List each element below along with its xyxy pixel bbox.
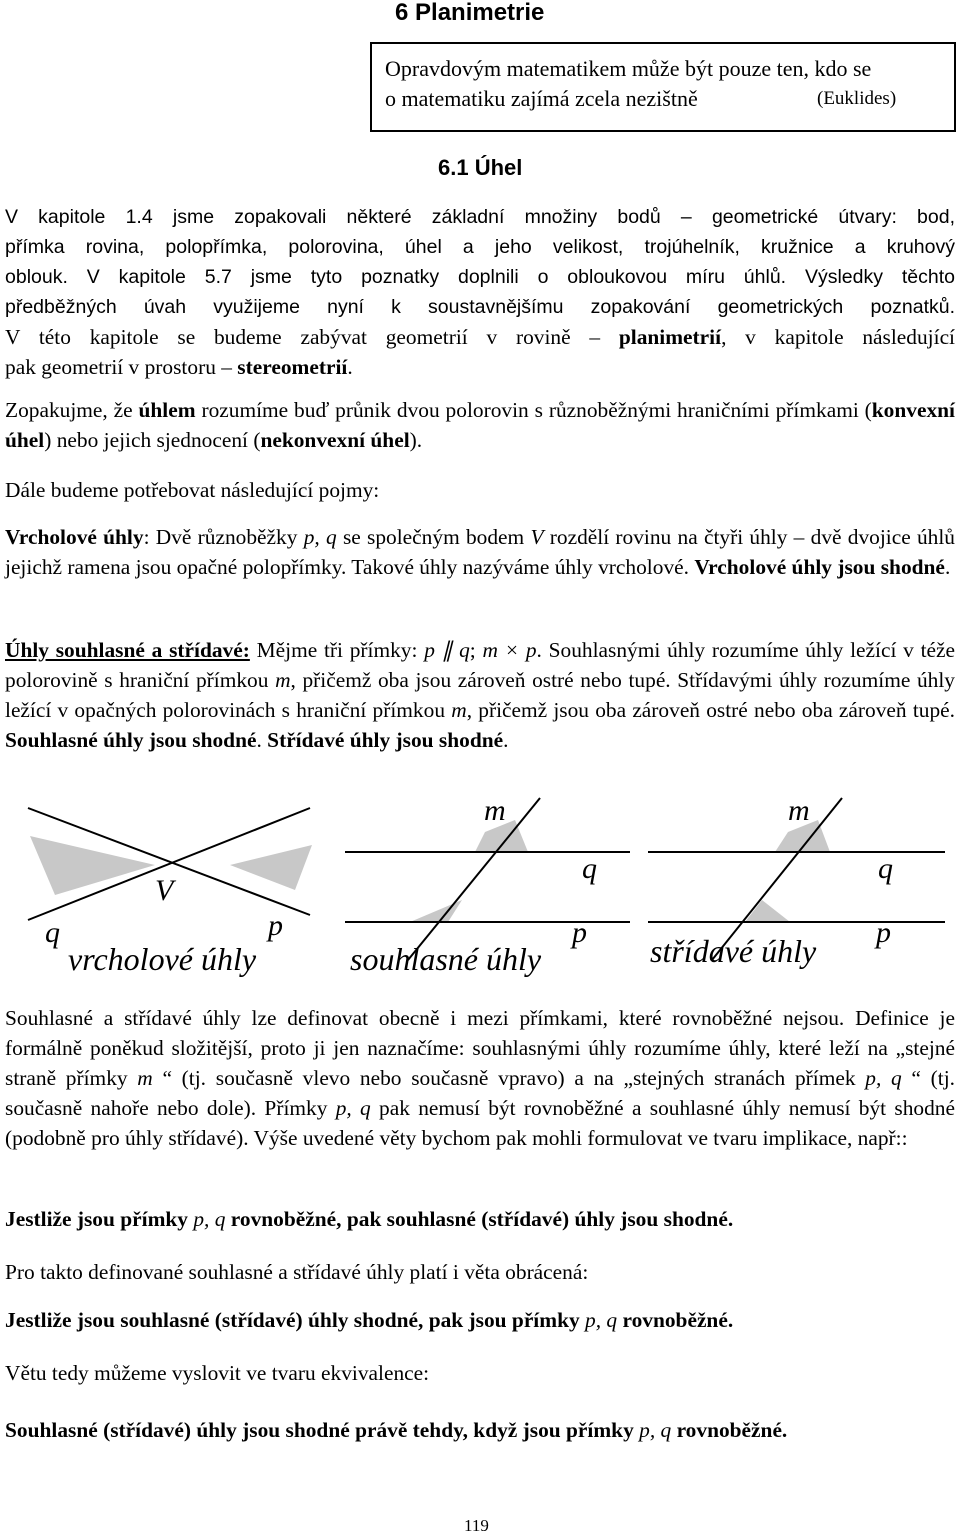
section-title: 6.1 Úhel [438, 155, 523, 180]
shaded-angle-right [230, 845, 312, 890]
corresponding-angles-paragraph [5, 635, 955, 755]
text: Souhlasné a střídavé úhly lze definovat obecně i mezi přímkami, které rovnoběžné nejsou. Definice je formálně poněkud složitější, proto ji jen naznačíme: souhlasnými úhly rozumíme úhly, které leží na „stejné straně přímky [5, 1006, 955, 1090]
angle-definition [5, 395, 955, 455]
text: . [256, 728, 268, 752]
text: Mějme tři přímky: [249, 638, 425, 662]
caption-corresponding: souhlasné úhly [350, 941, 542, 977]
text: . [347, 355, 353, 379]
text: “ (tj. současně vlevo nebo současně vpravo) a na „stejných stranách přímek [152, 1066, 866, 1090]
math-pq: p, q [193, 1207, 226, 1231]
intro-line: V kapitole 1.4 jsme zopakovali některé základní množiny bodů – geometrické útvary: bod, [5, 206, 955, 228]
term-stereometrie: stereometrií [237, 355, 348, 379]
figure-vertical-angles [28, 808, 312, 977]
intro-line [5, 322, 955, 352]
text: rovnoběžné, pak souhlasné (střídavé) úhly jsou shodné. [225, 1207, 734, 1231]
term-planimetrie: planimetrií [618, 325, 722, 349]
label-p: p [572, 916, 587, 949]
statement-implication [5, 1204, 733, 1234]
chapter-title: 6 Planimetrie [395, 0, 545, 26]
term-souhlasne-stridave: Úhly souhlasné a střídavé: [5, 638, 250, 662]
text: . [944, 555, 951, 579]
text: Jestliže jsou souhlasné (střídavé) úhly shodné, pak jsou přímky [5, 1308, 586, 1332]
figure-alternate-angles [648, 794, 945, 969]
caption-alternate: střídavé úhly [650, 933, 817, 969]
text: rovnoběžné. [671, 1418, 788, 1442]
math-p-parallel-q: p ∥ q [424, 638, 470, 662]
quote-author: (Euklides) [817, 88, 897, 109]
text: rovnoběžné. [617, 1308, 734, 1332]
math-pq: p, q [639, 1418, 672, 1442]
theorem-stridave: Střídavé úhly jsou shodné [267, 728, 504, 752]
quote-text: o matematiku zajímá zcela nezištně [385, 86, 698, 111]
label-p: p [268, 909, 283, 942]
intro-line: předběžných úvah využijeme nyní k soustavnějšímu zopakování geometrických poznatků. [5, 296, 955, 318]
math-V: V [530, 525, 544, 549]
text: . Souhlasnými úhly rozumíme úhly ležící v téže polorovině s hraniční přímkou [5, 638, 955, 692]
theorem-souhlasne: Souhlasné úhly jsou shodné [5, 728, 257, 752]
text: pak nemusí být rovnoběžné a souhlasné úhly nemusí být shodné (podobně pro úhly střídavé). Výše uvedené věty bychom pak mohli formulovat ve tvaru implikace, např:: [5, 1096, 955, 1150]
intro-line: oblouk. V kapitole 5.7 jsme tyto poznatky doplnili o obloukovou míru úhlů. Výsledky těchto [5, 266, 955, 288]
text: ). [409, 428, 423, 452]
math-pq: p, q [865, 1066, 902, 1090]
term-nekonvexni: nekonvexní úhel [260, 428, 410, 452]
intro-paragraph [5, 202, 955, 382]
text: , v kapitole následující [721, 325, 956, 349]
page-number: 119 [464, 1516, 489, 1535]
text: se společným bodem [336, 525, 531, 549]
math-m-cross-p: m × p [482, 638, 537, 662]
math-pq: p, q [303, 525, 337, 549]
theorem-vrcholove: Vrcholové úhly jsou shodné [694, 555, 945, 579]
figure-corresponding-angles [345, 794, 630, 977]
term-vrcholove: Vrcholové úhly [5, 525, 144, 549]
text: ; [469, 638, 483, 662]
label-q: q [45, 916, 60, 949]
text: pak geometrií v prostoru – [5, 355, 238, 379]
angles-figures [0, 790, 960, 990]
math-m: m [451, 698, 467, 722]
statement-converse [5, 1305, 733, 1335]
math-m: m [275, 668, 291, 692]
statement-equivalence [5, 1415, 787, 1445]
text: “ (tj. současně nahoře nebo dole). Přímky [5, 1066, 955, 1120]
shaded-angle-left [30, 836, 155, 895]
equivalence-intro: Větu tedy můžeme vyslovit ve tvaru ekvivalence: [5, 1361, 430, 1385]
general-definition-paragraph [5, 1003, 955, 1153]
text: , přičemž jsou oba zároveň ostré nebo oba zároveň tupé. [466, 698, 955, 722]
caption-vertical: vrcholové úhly [68, 941, 257, 977]
text: V této kapitole se budeme zabývat geometrií v rovině – [5, 325, 619, 349]
label-q: q [878, 852, 893, 885]
vertical-angles-paragraph [5, 522, 955, 582]
text: , přičemž oba jsou zároveň ostré nebo tupé. Střídavými úhly rozumíme úhly ležící v opačných polorovinách s hraniční přímkou [5, 668, 955, 722]
converse-intro: Pro takto definované souhlasné a střídavé úhly platí i věta obrácená: [5, 1260, 589, 1284]
math-pq: p, q [335, 1096, 371, 1120]
label-q: q [582, 852, 597, 885]
terms-intro: Dále budeme potřebovat následující pojmy: [5, 478, 380, 502]
math-m: m [137, 1066, 153, 1090]
text: ) nebo jejich sjednocení ( [44, 428, 261, 452]
text: . [503, 728, 509, 752]
text: Souhlasné (střídavé) úhly jsou shodné právě tehdy, když jsou přímky [5, 1418, 640, 1442]
label-m: m [484, 794, 506, 827]
intro-line [5, 352, 955, 382]
intro-line: přímka rovina, polopřímka, polorovina, úhel a jeho velikost, trojúhelník, kružnice a kruhový [5, 236, 955, 258]
label-m: m [788, 794, 810, 827]
term-konvexni: konvexní úhel [5, 398, 955, 452]
label-V: V [155, 874, 174, 907]
quote-line-2 [385, 86, 945, 112]
text: Zopakujme, že [5, 398, 139, 422]
text: rozumíme buď průnik dvou polorovin s různoběžnými hraničními přímkami ( [195, 398, 872, 422]
text: rozdělí rovinu na čtyři úhly – dvě dvojice úhlů jejichž ramena jsou opačné polopřímky. Takové úhly nazýváme úhly vrcholové. [5, 525, 956, 579]
text: Jestliže jsou přímky [5, 1207, 194, 1231]
math-pq: p, q [585, 1308, 618, 1332]
label-p: p [876, 916, 891, 949]
quote-line-1: Opravdovým matematikem může být pouze ten, kdo se [385, 56, 872, 81]
term-uhel: úhlem [138, 398, 196, 422]
text: : Dvě různoběžky [143, 525, 304, 549]
line-m [408, 798, 540, 960]
